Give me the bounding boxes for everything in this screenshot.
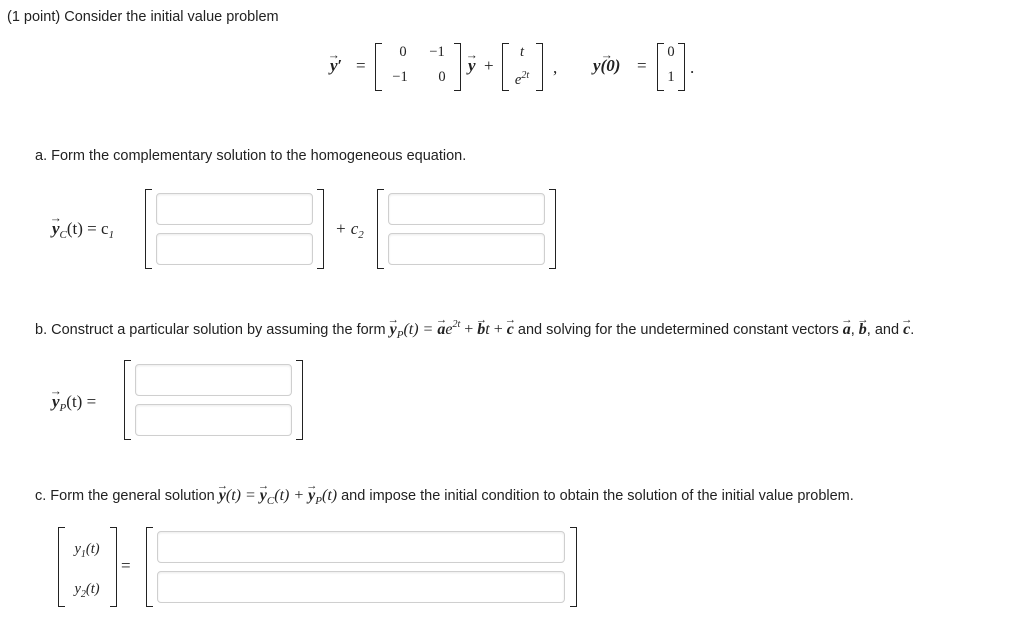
complementary-vec2-entry1-input[interactable] — [388, 193, 545, 225]
part-b-instructions: b. Construct a particular solution by assuming the form → $y_P(t)$ = → $ae^{2t}$ + → bt + → c and solving for the undetermined constant vectors → a, → b, and → c. — [35, 319, 914, 341]
period: . — [690, 58, 695, 77]
particular-entry1-input[interactable] — [135, 364, 292, 396]
part-c-instructions: c. Form the general solution → y(t) = → $y_C(t)$ + → $y_P(t)$ and impose the initial condition to obtain the solution of the initial value problem. — [35, 487, 854, 507]
part-a-vec1-left-bracket — [145, 189, 152, 269]
y1-label: $y_1(t)$ — [74, 541, 100, 560]
particular-solution-lhs: → $y_P(t)$ = — [52, 392, 96, 414]
matrix-left-bracket — [375, 43, 382, 91]
plus-c2-term: + $c_2$ — [335, 219, 364, 241]
part-a-instructions: a. Form the complementary solution to the homogeneous equation. — [35, 148, 467, 164]
y-vector: → y — [468, 56, 476, 76]
equals-sign: = — [356, 56, 366, 75]
part-b-right-bracket — [296, 360, 303, 440]
part-c-equals: = — [121, 556, 131, 575]
part-a-vec2-right-bracket — [549, 189, 556, 269]
complementary-solution-lhs: → $y_C(t) = c_1$ — [52, 219, 114, 241]
y2-label: $y_2(t)$ — [74, 581, 100, 600]
part-c-lhs-right-bracket — [110, 527, 117, 607]
complementary-vec1-entry2-input[interactable] — [156, 233, 313, 265]
part-b-left-bracket — [124, 360, 131, 440]
forcing-right-bracket — [536, 43, 543, 91]
matrix-right-bracket — [454, 43, 461, 91]
matrix-a12: −1 — [429, 44, 445, 60]
part-a-vec2-left-bracket — [377, 189, 384, 269]
forcing-exp: $e^{2t}$ — [514, 70, 530, 88]
part-c-rhs-right-bracket — [570, 527, 577, 607]
general-solution-y1-input[interactable] — [157, 531, 565, 563]
matrix-a21: −1 — [392, 69, 408, 85]
particular-entry2-input[interactable] — [135, 404, 292, 436]
general-solution-y2-input[interactable] — [157, 571, 565, 603]
complementary-vec1-entry1-input[interactable] — [156, 193, 313, 225]
problem-intro-text: (1 point) Consider the initial value problem — [7, 9, 279, 25]
y-prime-lhs: → y′ — [330, 56, 342, 76]
ic-entry-1: 0 — [667, 44, 675, 60]
initial-condition-equals: = — [637, 56, 647, 75]
ic-entry-2: 1 — [667, 69, 675, 85]
problem-header — [7, 9, 279, 25]
forcing-t: t — [519, 44, 525, 60]
initial-condition-lhs: → y(0) — [593, 56, 620, 76]
part-a-vec1-right-bracket — [317, 189, 324, 269]
part-c-rhs-left-bracket — [146, 527, 153, 607]
ic-right-bracket — [678, 43, 685, 91]
matrix-a22: 0 — [438, 69, 446, 85]
matrix-a11: 0 — [399, 44, 407, 60]
comma: , — [553, 58, 558, 77]
complementary-vec2-entry2-input[interactable] — [388, 233, 545, 265]
plus-sign: + — [484, 56, 494, 75]
